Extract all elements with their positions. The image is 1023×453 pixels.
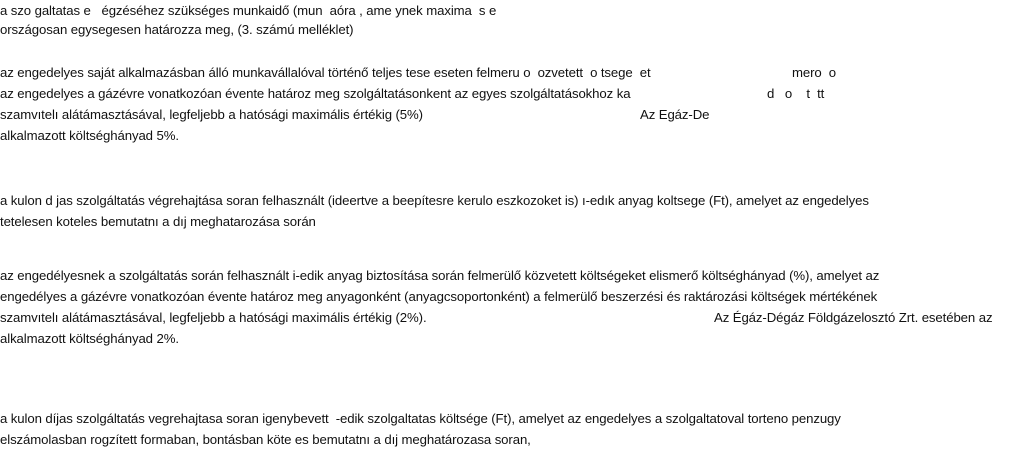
p2-line-2: az engedelyes a gázévre vonatkozóan évente határoz meg szolgáltatásonkent az egyes szolgáltatásokhoz ka: [0, 86, 631, 101]
p4-line-3-tail: Az Égáz-Dégáz Földgázelosztó Zrt. esetében az: [714, 310, 993, 325]
p1-line-1: a szo galtatas e égzéséhez szükséges munkaidő (mun aóra , ame ynek maxima s e: [0, 3, 497, 18]
p2-line-1: az engedelyes saját alkalmazásban álló munkavállalóval történő teljes tese eseten felmeru o ozvetett o tsege et: [0, 65, 651, 80]
p3-line-1: a kulon d jas szolgáltatás végrehajtása soran felhasznált (ideertve a beepítesre kerulo eszkozoket is) ı-edık anyag koltsege (Ft), amelyet az engedelyes: [0, 193, 869, 208]
p5-line-1: a kulon díjas szolgáltatás vegrehajtasa soran igenybevett -edik szolgaltatas költsége (Ft), amelyet az engedelyes a szolgaltatoval torteno penzugy: [0, 411, 841, 426]
p3-line-2: tetelesen koteles bemutatnı a dıj meghatarozása során: [0, 214, 316, 229]
p4-line-4: alkalmazott költséghányad 2%.: [0, 331, 179, 346]
p1-line-2: országosan egysegesen határozza meg, (3. számú melléklet): [0, 22, 354, 37]
p2-line-4: alkalmazott költséghányad 5%.: [0, 128, 179, 143]
p4-line-2: engedélyes a gázévre vonatkozóan évente határoz meg anyagonként (anyagcsoportonként) a felmerülő beszerzési és raktározási költségek mértékének: [0, 289, 878, 304]
p2-line-3-tail: Az Egáz-De: [640, 107, 710, 122]
p5-line-2: elszámolasban rogzített formaban, bontásban köte es bemutatnı a dıj meghatározasa soran,: [0, 432, 531, 447]
p4-line-3: szamvıtelı alátámasztásával, legfeljebb a hatósági maximális értékig (2%).: [0, 310, 427, 325]
p2-line-2-tail: d o t tt: [767, 86, 825, 101]
p2-line-1-tail: mero o: [792, 65, 837, 80]
p2-line-3: szamvıtelı alátámasztásával, legfeljebb a hatósági maximális értékig (5%): [0, 107, 423, 122]
p4-line-1: az engedélyesnek a szolgáltatás során felhasznált i-edik anyag biztosítása során felmerülő közvetett költségeket elismerő költséghányad (%), amelyet az: [0, 268, 880, 283]
